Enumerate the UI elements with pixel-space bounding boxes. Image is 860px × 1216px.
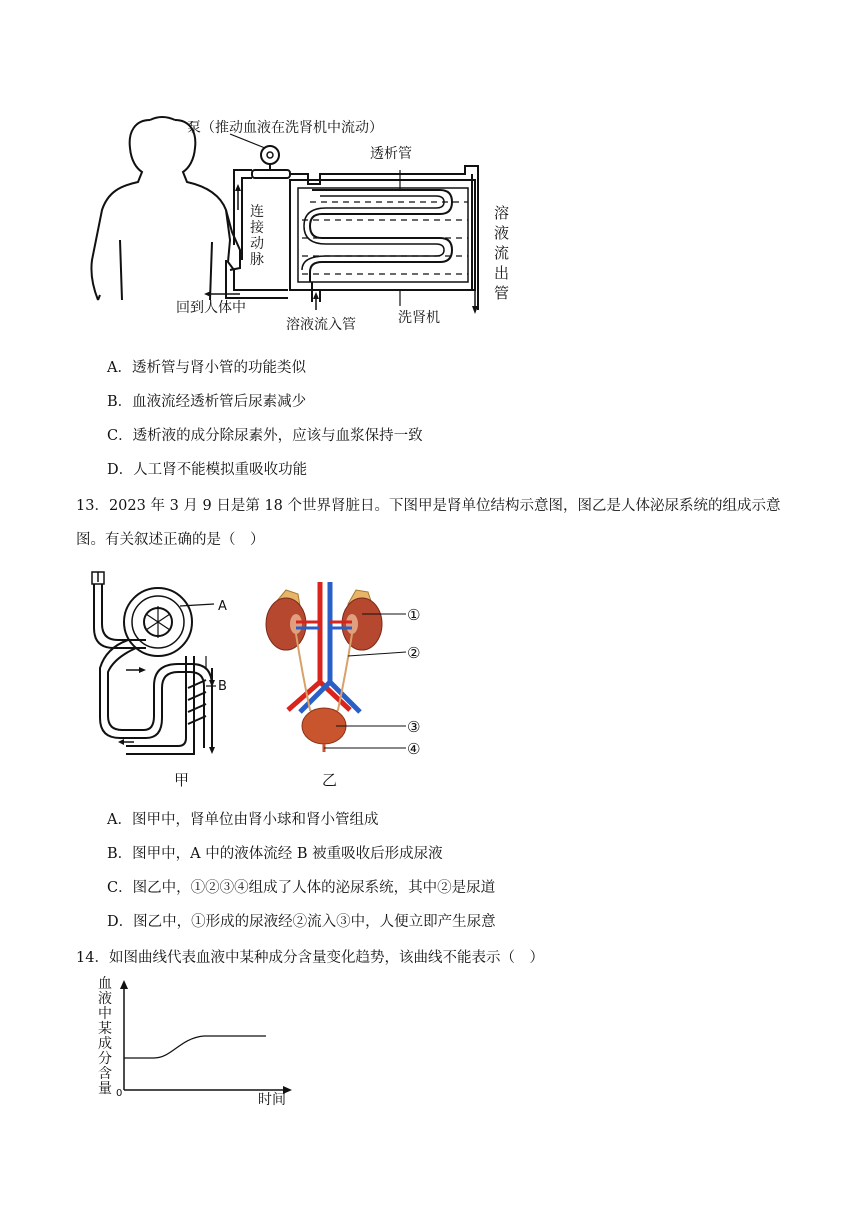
outlet-label-3: 流 [494, 244, 510, 262]
trend-curve [124, 1036, 266, 1058]
pump-icon [261, 146, 279, 164]
trend-graph [94, 972, 304, 1107]
ylabel-8: 量 [98, 1081, 112, 1097]
label-a: A [218, 599, 227, 614]
dialysis-tube [310, 190, 452, 282]
ylabel-4: 某 [98, 1021, 112, 1037]
nephron-figure [86, 568, 246, 788]
return-label: 回到人体中 [176, 300, 246, 316]
origin-label: 0 [116, 1088, 123, 1099]
xlabel: 时间 [258, 1092, 286, 1108]
outlet-label-2: 液 [494, 224, 510, 242]
pump-label: 泵（推动血液在洗肾机中流动） [187, 120, 383, 136]
label-1: ① [407, 606, 421, 624]
label-3: ③ [407, 718, 421, 736]
q14-stem: 14．如图曲线代表血液中某种成分含量变化趋势，该曲线不能表示（ ） [76, 950, 544, 966]
label-4: ④ [407, 740, 421, 758]
outlet-label-4: 出 [494, 264, 510, 282]
q13-option-d: D．图乙中，①形成的尿液经②流入③中，人便立即产生尿意 [107, 914, 496, 930]
caption-jia: 甲 [174, 771, 190, 789]
outlet-label-5: 管 [494, 284, 510, 302]
machine-label: 洗肾机 [398, 310, 440, 326]
dialysis-figure [80, 110, 520, 340]
ylabel-5: 成 [98, 1036, 112, 1052]
inlet-label: 溶液流入管 [286, 317, 356, 333]
label-b: B [218, 679, 227, 694]
q12-option-a: A．透析管与肾小管的功能类似 [107, 360, 306, 376]
q13-option-c: C．图乙中，①②③④组成了人体的泌尿系统，其中②是尿道 [107, 880, 496, 896]
artery-label-2: 接 [250, 220, 264, 236]
q13-option-b: B．图甲中，A 中的液体流经 B 被重吸收后形成尿液 [107, 846, 443, 862]
artery-label-1: 连 [250, 204, 264, 220]
q13-option-a: A．图甲中，肾单位由肾小球和肾小管组成 [107, 812, 379, 828]
urinary-system-figure [258, 572, 428, 762]
q12-option-d: D．人工肾不能模拟重吸收功能 [107, 462, 308, 478]
q13-stem-line2: 图。有关叙述正确的是（ ） [76, 532, 265, 548]
caption-yi: 乙 [322, 771, 338, 789]
outlet-label-1: 溶 [494, 204, 510, 222]
human-silhouette [91, 120, 234, 300]
label-2: ② [407, 644, 421, 662]
ylabel-2: 液 [98, 991, 112, 1007]
ylabel-6: 分 [98, 1051, 112, 1067]
q12-option-c: C．透析液的成分除尿素外，应该与血浆保持一致 [107, 428, 423, 444]
tube-label: 透析管 [370, 146, 412, 162]
artery-label-4: 脉 [250, 252, 264, 268]
q13-stem-line1: 13．2023 年 3 月 9 日是第 18 个世界肾脏日。下图甲是肾单位结构示意图，图乙是人体泌尿系统的组成示意 [76, 498, 781, 514]
artery-label-3: 动 [250, 236, 264, 252]
ylabel-7: 含 [98, 1066, 112, 1082]
q12-option-b: B．血液流经透析管后尿素减少 [107, 394, 307, 410]
ylabel-1: 血 [98, 976, 112, 992]
ylabel-3: 中 [98, 1006, 112, 1022]
